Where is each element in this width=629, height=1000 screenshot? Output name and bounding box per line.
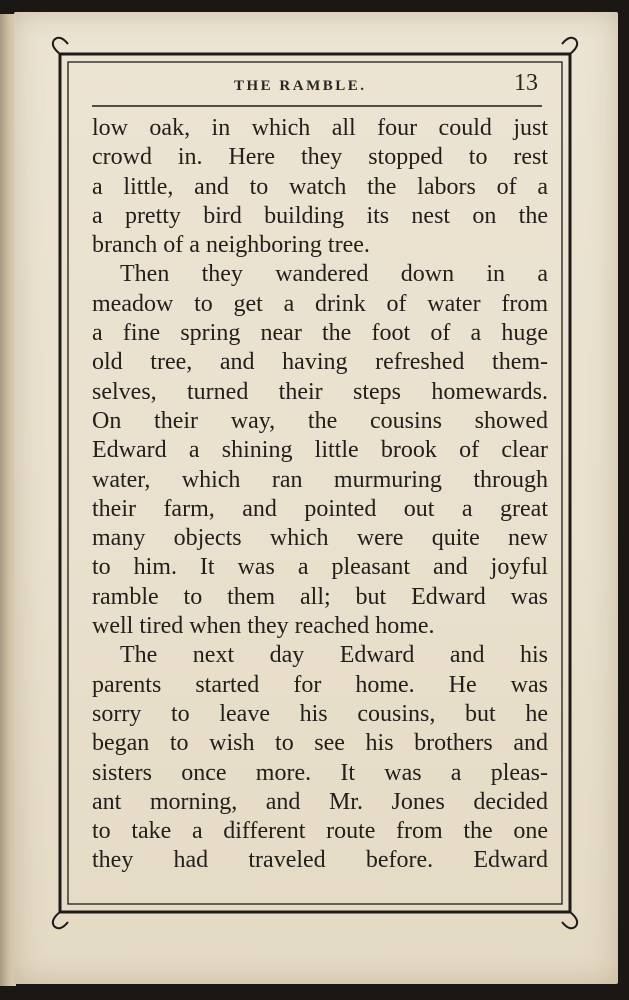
text-line: began to wish to see his brothers and [92, 730, 548, 757]
body-text [92, 114, 548, 876]
text-line: Then they wandered down in a [120, 261, 548, 288]
text-line: low oak, in which all four could just [92, 115, 548, 141]
text-line: to him. It was a pleasant and joyful [92, 554, 548, 581]
text-line: crowd in. Here they stopped to rest [92, 144, 548, 171]
text-line: many objects which were quite new [92, 525, 548, 552]
text-line: sorry to leave his cousins, but he [92, 700, 548, 727]
text-line: ant morning, and Mr. Jones decided [92, 788, 548, 815]
page-number: 13 [514, 70, 538, 96]
text-line: they had traveled before. Edward [92, 847, 548, 874]
text-line: On their way, the cousins showed [92, 407, 548, 434]
running-header [92, 66, 542, 100]
text-line: sisters once more. It was a pleas- [92, 759, 548, 786]
running-title: THE RAMBLE. [234, 78, 367, 94]
text-line: parents started for home. He was [92, 671, 548, 698]
text-line: a pretty bird building its nest on the [92, 202, 548, 229]
text-line: to take a different route from the one [92, 818, 548, 845]
text-line: a fine spring near the foot of a huge [92, 320, 548, 347]
text-line: old tree, and having refreshed them- [92, 349, 548, 376]
text-line: ramble to them all; but Edward was [92, 583, 548, 610]
text-line: branch of a neighboring tree. [92, 232, 370, 259]
text-line: selves, turned their steps homewards. [92, 378, 548, 405]
text-line: water, which ran murmuring through [92, 466, 548, 493]
text-line: a little, and to watch the labors of a [92, 173, 548, 200]
text-line: well tired when they reached home. [92, 613, 435, 640]
text-line: meadow to get a drink of water from [92, 290, 548, 317]
text-line: their farm, and pointed out a great [92, 495, 548, 522]
text-line: Edward a shining little brook of clear [92, 437, 548, 464]
text-line: The next day Edward and his [120, 642, 548, 669]
